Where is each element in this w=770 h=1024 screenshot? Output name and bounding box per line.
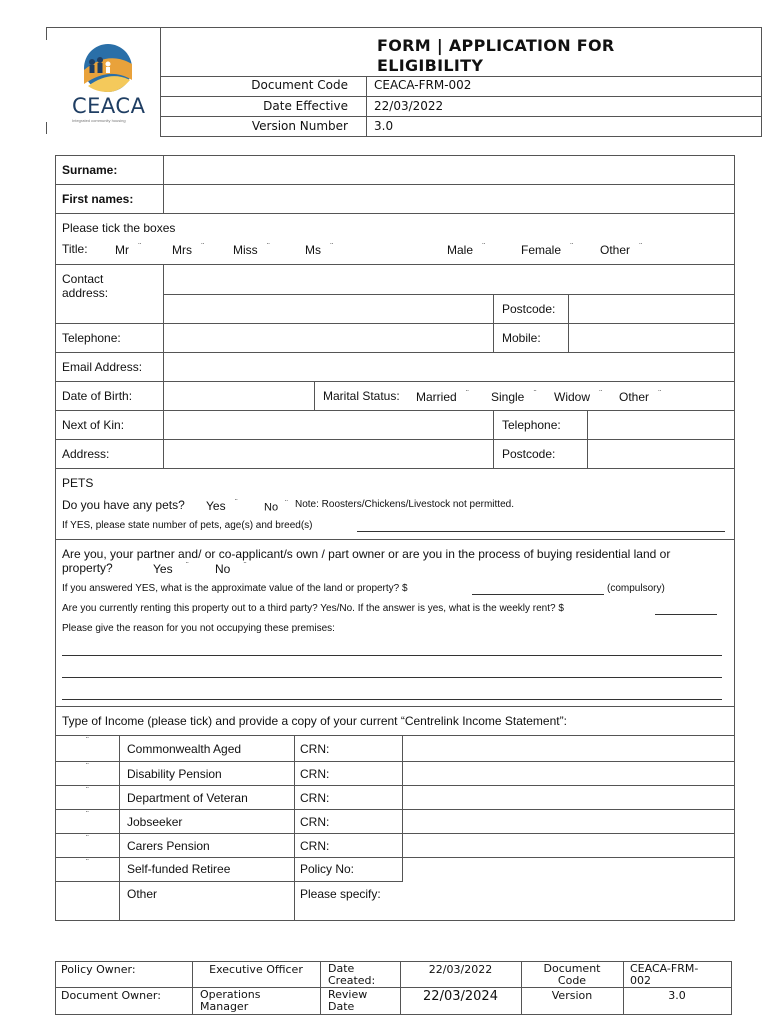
income-ref-label: CRN: xyxy=(300,815,330,829)
gender-option-other[interactable]: Other ¨ xyxy=(600,242,643,257)
income-ref-field[interactable] xyxy=(390,882,734,920)
postcode-label: Postcode: xyxy=(502,302,556,316)
property-yes-option[interactable]: Yes ¨ xyxy=(153,561,189,576)
income-ref-field[interactable] xyxy=(403,786,734,809)
postcode-field[interactable] xyxy=(569,295,734,323)
income-ref-field[interactable] xyxy=(403,858,734,881)
dob-label: Date of Birth: xyxy=(62,389,133,403)
income-tick-box[interactable]: ¨ xyxy=(86,858,89,867)
version-label: Version Number xyxy=(251,119,348,133)
income-heading: Type of Income (please tick) and provide a copy of your current “Centrelink Income Statement”: xyxy=(62,714,567,728)
pets-question: Do you have any pets? xyxy=(62,498,185,512)
pets-details-label: If YES, please state number of pets, age(s) and breed(s) xyxy=(62,520,313,531)
income-type: Disability Pension xyxy=(127,767,222,781)
surname-label: Surname: xyxy=(62,163,118,177)
income-ref-label: CRN: xyxy=(300,791,330,805)
income-tick-box[interactable]: ¨ xyxy=(86,762,89,771)
property-rent-question: Are you currently renting this property out to a third party? Yes/No. If the answer is yes, what is the weekly rent? $ xyxy=(62,603,564,614)
logo-text: CEACA xyxy=(72,94,146,118)
income-ref-label: CRN: xyxy=(300,839,330,853)
title-option-mr[interactable]: Mr ¨ xyxy=(115,242,142,257)
review-date-value: 22/03/2024 xyxy=(423,989,498,1004)
kin-telephone-field[interactable] xyxy=(588,411,734,439)
income-tick-box[interactable]: ¨ xyxy=(86,834,89,843)
gender-option-female[interactable]: Female ¨ xyxy=(521,242,574,257)
property-rent-field[interactable] xyxy=(655,613,717,615)
property-value-suffix: (compulsory) xyxy=(607,583,665,594)
surname-field[interactable] xyxy=(164,156,734,184)
version-value: 3.0 xyxy=(374,119,394,133)
title-option-miss[interactable]: Miss ¨ xyxy=(233,242,270,257)
income-type: Other xyxy=(127,887,158,901)
doc-code-label: Document Code xyxy=(251,78,348,92)
property-reason-question: Please give the reason for you not occupying these premises: xyxy=(62,623,335,634)
logo-tagline: Integrated community housing xyxy=(72,118,126,123)
pets-heading: PETS xyxy=(62,476,94,490)
income-type: Commonwealth Aged xyxy=(127,742,242,756)
income-tick-box[interactable]: ¨ xyxy=(86,736,89,745)
gender-option-male[interactable]: Male ¨ xyxy=(447,242,486,257)
income-ref-field[interactable] xyxy=(403,762,734,785)
ceaca-logo xyxy=(70,40,150,125)
doc-code-value: CEACA-FRM-002 xyxy=(374,78,472,92)
footer-version-value: 3.0 xyxy=(668,989,686,1002)
property-value-question: If you answered YES, what is the approximate value of the land or property? $ xyxy=(62,583,408,594)
pets-details-field[interactable] xyxy=(357,530,725,532)
date-effective-value: 22/03/2022 xyxy=(374,99,444,113)
income-ref-label: CRN: xyxy=(300,742,330,756)
property-value-field[interactable] xyxy=(472,593,604,595)
mobile-label: Mobile: xyxy=(502,331,541,345)
address-label: Address: xyxy=(62,447,110,461)
income-ref-label: Policy No: xyxy=(300,862,355,876)
kin-postcode-label: Postcode: xyxy=(502,447,556,461)
income-type: Carers Pension xyxy=(127,839,210,853)
property-question: Are you, your partner and/ or co-applicant/s own / part owner or are you in the process of buying residential land or property? xyxy=(62,547,671,575)
marital-status-label: Marital Status: xyxy=(323,389,400,403)
income-tick-box[interactable]: ¨ xyxy=(86,810,89,819)
marital-option-single[interactable]: Single ¨ xyxy=(491,389,537,404)
review-date-label: Review Date xyxy=(328,988,368,1013)
pets-no-option[interactable]: No ¨ xyxy=(264,499,288,514)
dob-field[interactable] xyxy=(164,382,314,410)
pets-yes-option[interactable]: Yes ¨ xyxy=(206,498,238,513)
property-no-option[interactable]: No ¨ xyxy=(215,561,247,576)
policy-owner-value: Executive Officer xyxy=(209,963,303,976)
date-effective-label: Date Effective xyxy=(263,99,348,113)
marital-option-married[interactable]: Married ¨ xyxy=(416,389,469,404)
pets-note: Note: Roosters/Chickens/Livestock not permitted. xyxy=(295,499,514,510)
tick-instruction: Please tick the boxes xyxy=(62,221,176,235)
mobile-field[interactable] xyxy=(569,324,734,352)
income-ref-field[interactable] xyxy=(403,810,734,833)
income-ref-label: CRN: xyxy=(300,767,330,781)
first-names-label: First names: xyxy=(62,192,134,206)
title-label: Title: xyxy=(62,242,88,256)
property-reason-line-2[interactable] xyxy=(62,676,722,678)
form-title: FORM | APPLICATION FOR ELIGIBILITY xyxy=(377,36,615,75)
income-type: Department of Veteran xyxy=(127,791,248,805)
kin-postcode-field[interactable] xyxy=(588,440,734,468)
email-field[interactable] xyxy=(164,353,734,381)
income-type: Jobseeker xyxy=(127,815,183,829)
address-field[interactable] xyxy=(164,440,493,468)
footer-doc-code-value: CEACA-FRM- 002 xyxy=(630,962,699,987)
next-of-kin-field[interactable] xyxy=(164,411,493,439)
contact-address-field[interactable] xyxy=(164,265,734,294)
income-ref-field[interactable] xyxy=(403,834,734,857)
footer-version-label: Version xyxy=(551,989,593,1002)
property-reason-line-3[interactable] xyxy=(62,698,722,700)
marital-option-widow[interactable]: Widow ¨ xyxy=(554,389,603,404)
title-option-mrs[interactable]: Mrs ¨ xyxy=(172,242,205,257)
date-created-value: 22/03/2022 xyxy=(428,963,493,976)
document-owner-value: Operations Manager xyxy=(200,988,261,1013)
income-ref-field[interactable] xyxy=(403,736,734,761)
title-option-ms[interactable]: Ms ¨ xyxy=(305,242,334,257)
income-tick-box[interactable]: ¨ xyxy=(86,786,89,795)
telephone-label: Telephone: xyxy=(62,331,121,345)
property-reason-line-1[interactable] xyxy=(62,654,722,656)
footer-doc-code-label: Document Code xyxy=(543,962,601,987)
telephone-field[interactable] xyxy=(164,324,493,352)
income-ref-label: Please specify: xyxy=(300,887,381,901)
document-owner-label: Document Owner: xyxy=(61,989,161,1002)
first-names-field[interactable] xyxy=(164,185,734,213)
contact-address-label: Contact address: xyxy=(62,272,109,300)
marital-option-other[interactable]: Other ¨ xyxy=(619,389,662,404)
kin-telephone-label: Telephone: xyxy=(502,418,561,432)
email-label: Email Address: xyxy=(62,360,143,374)
next-of-kin-label: Next of Kin: xyxy=(62,418,125,432)
policy-owner-label: Policy Owner: xyxy=(61,963,136,976)
income-type: Self-funded Retiree xyxy=(127,862,231,876)
date-created-label: Date Created: xyxy=(328,962,376,987)
